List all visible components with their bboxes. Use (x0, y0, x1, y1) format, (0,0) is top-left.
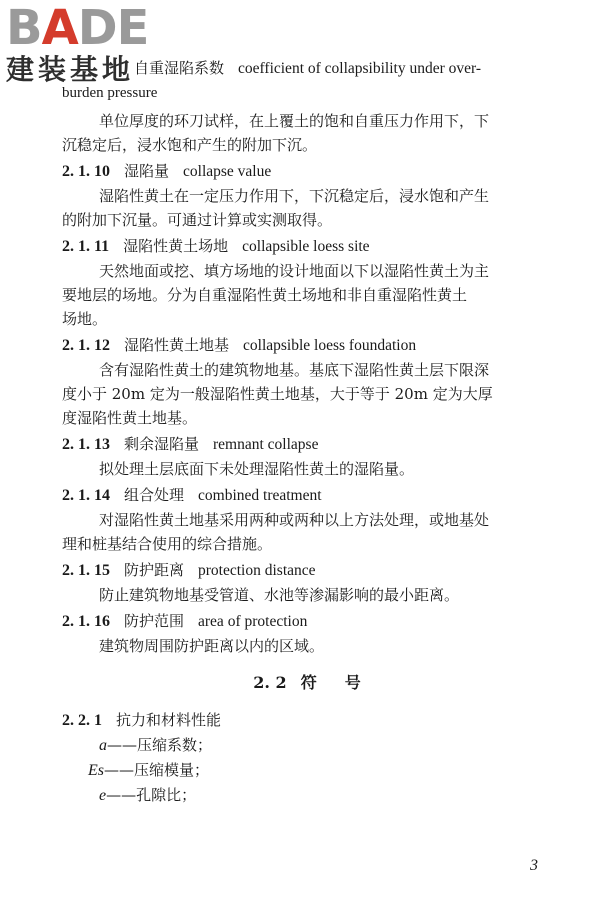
term-definition: 单位厚度的环刀试样，在上覆土的饱和自重压力作用下，下 (99, 112, 490, 130)
term-heading: 2. 1. 11 湿陷性黄土场地 collapsible loess site (62, 237, 370, 255)
term-definition: 沉稳定后，浸水饱和产生的附加下沉。 (62, 136, 318, 154)
symbol-line: e——孔隙比； (99, 786, 197, 804)
symbol-line: Es——压缩模量； (88, 761, 210, 779)
term-heading: 2. 1. 16 防护范围 area of protection (62, 612, 308, 630)
term-heading: 2. 1. 10 湿陷量 collapse value (62, 162, 272, 180)
logo-chinese: 建装基地 (6, 53, 135, 86)
term-definition: 对湿陷性黄土地基采用两种或两种以上方法处理，或地基处 (99, 511, 490, 529)
term-definition: 防止建筑物地基受管道、水池等渗漏影响的最小距离。 (99, 586, 460, 604)
term-definition: 含有湿陷性黄土的建筑物地基。基底下湿陷性黄土层下限深 (99, 361, 490, 379)
section-title: 2. 2 符 号 (253, 673, 361, 692)
term-definition: 天然地面或挖、填方场地的设计地面以下以湿陷性黄土为主 (99, 262, 490, 280)
term-heading: 自重湿陷系数 coefficient of collapsibility under over- (134, 59, 482, 77)
logo-brand: BADE (6, 0, 149, 56)
term-definition: 理和桩基结合使用的综合措施。 (62, 535, 273, 553)
term-heading: 2. 1. 14 组合处理 combined treatment (62, 486, 322, 504)
term-heading: 2. 1. 12 湿陷性黄土地基 collapsible loess foundation (62, 336, 417, 354)
term-heading: 2. 1. 15 防护距离 protection distance (62, 561, 316, 579)
term-definition: 场地。 (62, 310, 108, 328)
term-definition: 的附加下沉量。可通过计算或实测取得。 (62, 211, 333, 229)
term-definition: 湿陷性黄土在一定压力作用下，下沉稳定后，浸水饱和产生 (99, 187, 490, 205)
page-number: 3 (530, 857, 538, 874)
term-english-continued: burden pressure (62, 85, 158, 101)
page-content (62, 56, 552, 808)
term-definition: 拟处理土层底面下未处理湿陷性黄土的湿陷量。 (99, 460, 415, 478)
sub-entry-heading: 2. 2. 1 抗力和材料性能 (62, 711, 222, 729)
term-heading: 2. 1. 13 剩余湿陷量 remnant collapse (62, 435, 319, 453)
term-definition: 度小于 20m 定为一般湿陷性黄土地基，大于等于 20m 定为大厚 (62, 385, 493, 403)
term-definition: 建筑物周围防护距离以内的区域。 (99, 637, 325, 655)
term-definition: 要地层的场地。分为自重湿陷性黄土场地和非自重湿陷性黄土 (62, 286, 468, 304)
symbol-line: a——压缩系数； (99, 736, 213, 754)
term-definition: 度湿陷性黄土地基。 (62, 409, 198, 427)
